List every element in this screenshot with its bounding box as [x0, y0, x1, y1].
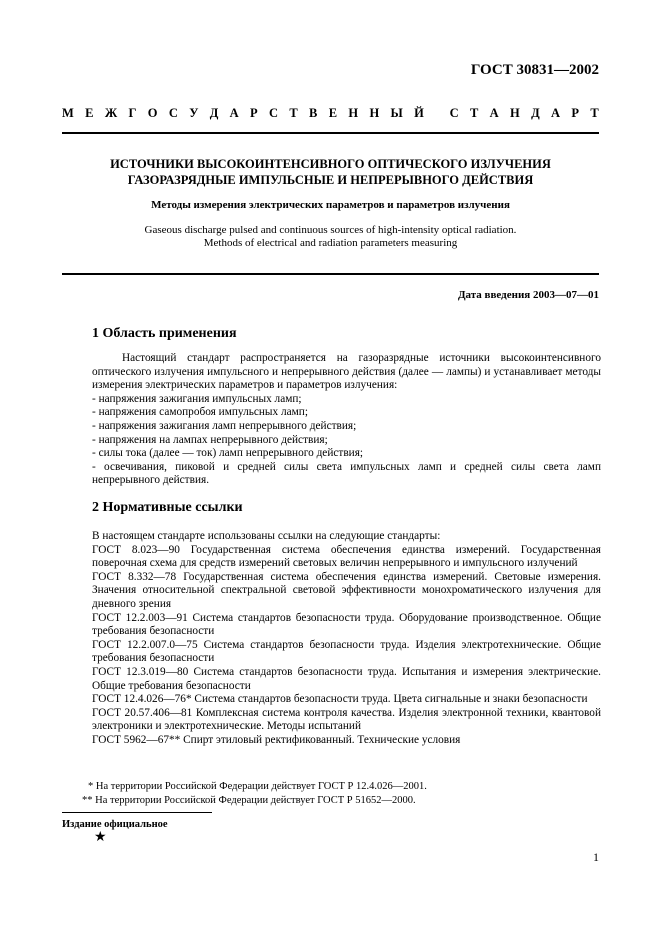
banner-letter: Е	[328, 106, 338, 120]
banner-letter: Р	[250, 106, 258, 120]
banner-letter: А	[229, 106, 239, 120]
english-title	[62, 224, 599, 250]
title-line: ГАЗОРАЗРЯДНЫЕ ИМПУЛЬСНЫЕ И НЕПРЕРЫВНОГО ДЕЙСТВИЯ	[127, 173, 534, 187]
list-item: - напряжения самопробоя импульсных ламп;	[92, 406, 308, 419]
official-edition-label: Издание официальное	[62, 819, 168, 830]
page-number: 1	[593, 850, 599, 864]
section-2-body	[92, 530, 601, 748]
footnote: * На территории Российской Федерации действует ГОСТ Р 12.4.026—2001.	[88, 781, 427, 792]
banner-letter: С	[449, 106, 459, 120]
banner-letter: М	[62, 106, 74, 120]
section-1-heading: 1 Область применения	[92, 326, 237, 341]
banner-letter: Д	[531, 106, 540, 120]
standard-code: ГОСТ 30831—2002	[470, 62, 599, 78]
banner-letter: Р	[571, 106, 580, 120]
reference-item: ГОСТ 8.023—90 Государственная система обеспечения единства измерений. Государственная поверочная схема для средств измерений световых величин непрерывного и импульсного излучений	[92, 543, 601, 570]
banner-letter: Н	[369, 106, 380, 120]
banner-letter: У	[189, 106, 199, 120]
banner-letter: Г	[128, 106, 137, 120]
top-rule	[62, 132, 599, 134]
reference-item: ГОСТ 12.2.007.0—75 Система стандартов безопасности труда. Изделия электротехнические. Общие требования безопасности	[92, 638, 601, 665]
english-title-line: Methods of electrical and radiation parameters measuring	[203, 237, 458, 249]
list-item: - силы тока (далее — ток) ламп непрерывного действия;	[92, 447, 364, 460]
banner-letter: Ж	[104, 106, 118, 120]
banner-letter: Н	[510, 106, 520, 120]
star-icon: ★	[94, 830, 107, 845]
reference-item: ГОСТ 8.332—78 Государственная система обеспечения единства измерений. Световые измерения. Значения относительной спектральной световой эффективности монохроматического излучения для дневного зрения	[92, 570, 601, 610]
banner-letter: Т	[590, 106, 599, 120]
title-rule	[62, 273, 599, 275]
list-item: - напряжения зажигания импульсных ламп;	[92, 392, 302, 405]
footnote-rule	[62, 812, 212, 813]
paragraph: Настоящий стандарт распространяется на газоразрядные источники высокоинтенсивного оптического излучения импульсного и непрерывного действия (далее — лампы) и устанавливает методы измерения электрических параметров и параметров излучения:	[92, 352, 601, 392]
banner-letter: О	[147, 106, 158, 120]
banner-letter: С	[168, 106, 178, 120]
banner-letter: Н	[348, 106, 359, 120]
footnote: ** На территории Российской Федерации действует ГОСТ Р 51652—2000.	[82, 795, 416, 806]
list-item: - напряжения зажигания ламп непрерывного действия;	[92, 419, 357, 432]
introduction-date: Дата введения 2003—07—01	[457, 289, 599, 301]
reference-item: ГОСТ 20.57.406—81 Комплексная система контроля качества. Изделия электронной техники, квантовой электроники и электротехнические. Методы испытаний	[92, 706, 601, 733]
reference-item: ГОСТ 12.4.026—76* Система стандартов безопасности труда. Цвета сигнальные и знаки безопасности	[92, 693, 588, 706]
reference-item: ГОСТ 5962—67** Спирт этиловый ректификованный. Технические условия	[92, 733, 461, 746]
section-2-heading: 2 Нормативные ссылки	[92, 500, 243, 515]
banner-letter: Ы	[390, 106, 403, 120]
list-item: - освечивания, пиковой и средней силы света импульсных ламп и средней силы света ламп непрерывного действия.	[92, 460, 601, 487]
banner-gap	[435, 106, 438, 121]
list-item: - напряжения на лампах непрерывного действия;	[92, 433, 328, 446]
banner-letter: В	[309, 106, 318, 120]
banner-letter: Т	[469, 106, 479, 120]
banner-letter: Е	[85, 106, 94, 120]
document-title	[62, 156, 599, 188]
banner-letter: Д	[209, 106, 219, 120]
document-subtitle: Методы измерения электрических параметров и параметров излучения	[151, 199, 510, 211]
banner-letter: А	[551, 106, 561, 120]
section-1-body	[92, 352, 601, 488]
reference-item: ГОСТ 12.2.003—91 Система стандартов безопасности труда. Оборудование производственное. Общие требования безопасности	[92, 611, 601, 638]
english-title-line: Gaseous discharge pulsed and continuous sources of high-intensity optical radiation.	[144, 224, 517, 236]
banner-letter: С	[269, 106, 279, 120]
title-line: ИСТОЧНИКИ ВЫСОКОИНТЕНСИВНОГО ОПТИЧЕСКОГО ИЗЛУЧЕНИЯ	[110, 157, 551, 171]
banner-letter: А	[489, 106, 499, 120]
paragraph: В настоящем стандарте использованы ссылки на следующие стандарты:	[92, 530, 441, 542]
reference-item: ГОСТ 12.3.019—80 Система стандартов безопасности труда. Испытания и измерения электрические. Общие требования безопасности	[92, 665, 601, 692]
banner-letter: Т	[289, 106, 298, 120]
banner-letter: Й	[414, 106, 424, 120]
interstate-standard-banner	[62, 106, 599, 121]
